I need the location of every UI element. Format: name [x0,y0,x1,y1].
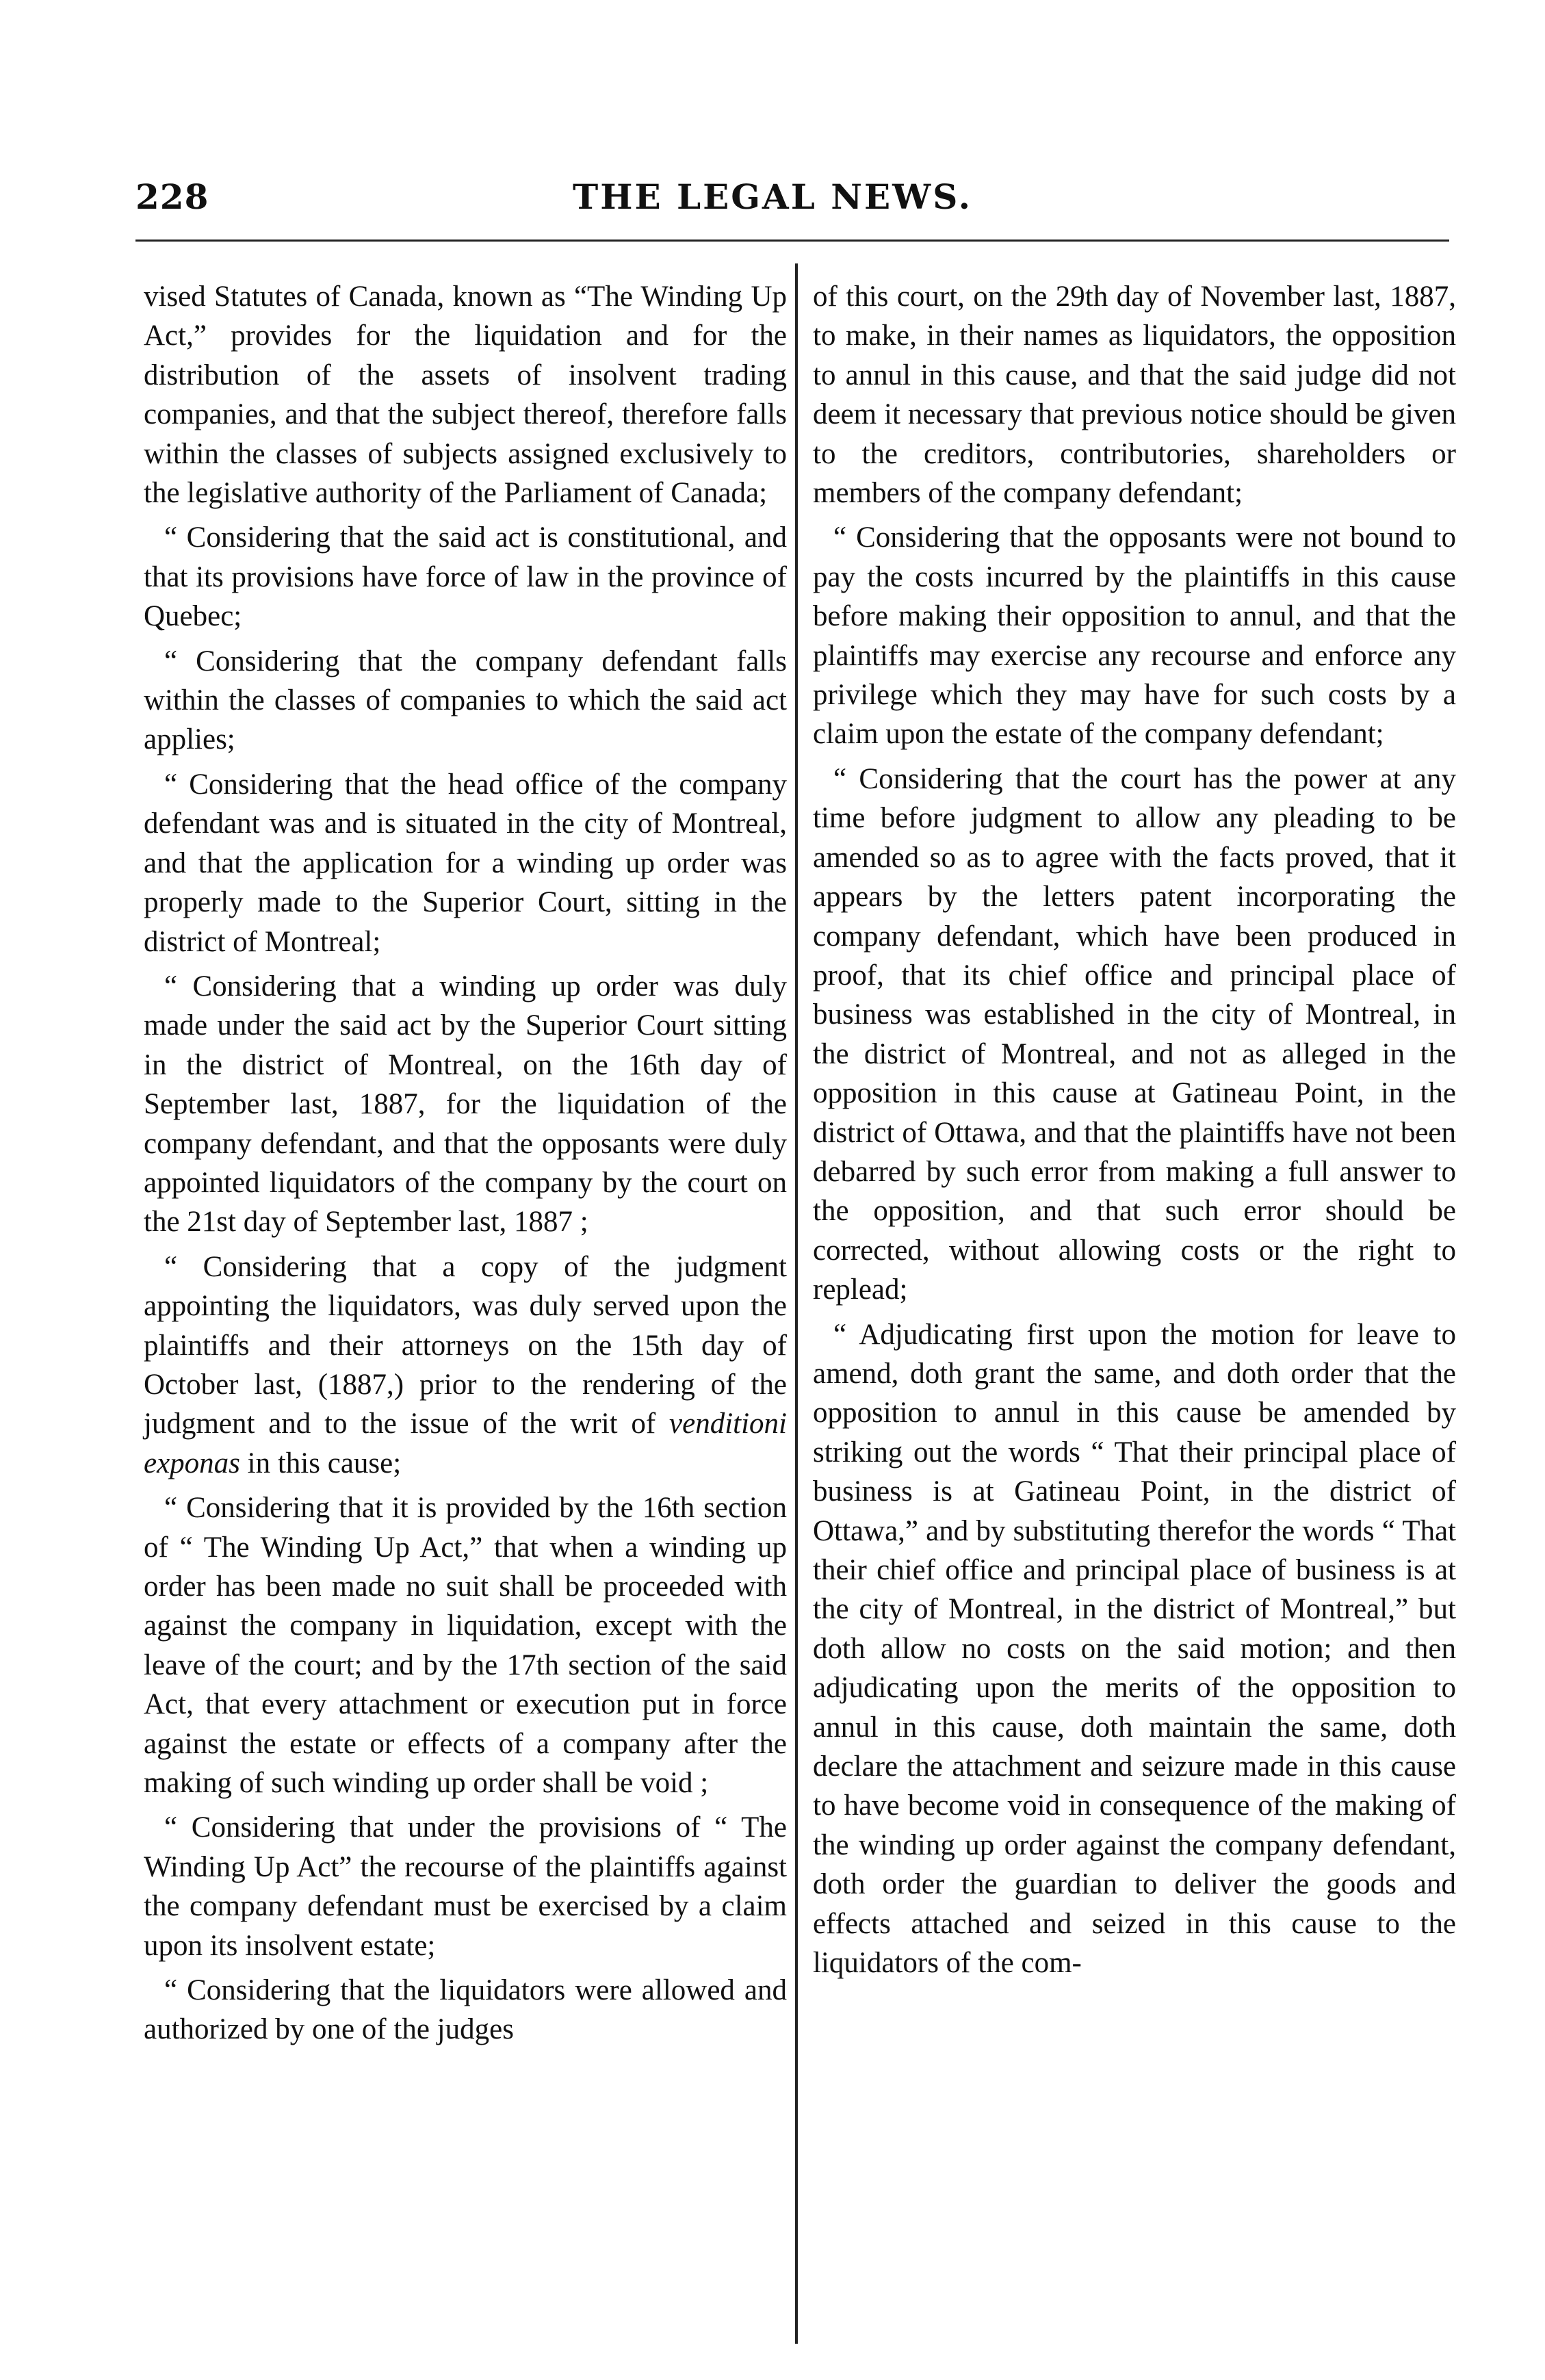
column-divider [795,263,798,2344]
paragraph: “ Considering that the said act is constitutional, and that its provisions have force of law in the province of Quebec; [144,521,787,633]
paragraph: “ Considering that the court has the power at any time before judgment to allow any pleading to be amended so as to agree with the facts proved, that it appears by the letters patent incorporating the company defendant, which have been produced in proof, that its chief office and principal place of business was established in the city of Montreal, in the district of Montreal, and not as alleged in the opposition in this cause at Gatineau Point, in the district of Ottawa, and that the plaintiffs have not been debarred by such error from making a full answer to the opposition, and that such error should be corrected, without allowing costs or the right to replead; [813,762,1456,1306]
writ-name: venditioni exponas [144,1408,787,1479]
paragraph: “ Considering that under the provisions of “ The Winding Up Act” the recourse of the plaintiffs against the company defendant must be exercised by a claim upon its insolvent estate; [144,1811,787,1962]
right-column [813,277,1456,1982]
left-column [144,277,787,2049]
paragraph: “ Considering that the opposants were not bound to pay the costs incurred by the plaintiffs in this cause before making their opposition to annul, and that the plaintiffs may exercise any recourse and enforce any privilege which they may have for such costs by a claim upon the estate of the company defendant; [813,521,1456,751]
paragraph: “ Considering that the head office of the company defendant was and is situated in the city of Montreal, and that the application for a winding up order was properly made to the Superior Court, sitting in the district of Montreal; [144,768,787,958]
running-head: THE LEGAL NEWS. [573,177,972,217]
paragraph: “ Adjudicating first upon the motion for leave to amend, doth grant the same, and doth order that the opposition to annul in this cause be amended by striking out the words “ That their principal place of business is at Gatineau Point, in the district of Ottawa,” and by substituting therefor the words “ That their chief office and principal place of business is at the city of Montreal, in the district of Montreal,” but doth allow no costs on the said motion; and then adjudicating upon the merits of the opposition to annul in this cause, doth maintain the same, doth declare the attachment and seizure made in this cause to have become void in consequence of the making of the winding up order against the company defendant, doth order the guardian to deliver the goods and effects attached and seized in this cause to the liquidators of the com- [813,1318,1456,1980]
paragraph: of this court, on the 29th day of November last, 1887, to make, in their names as liquidators, the opposition to annul in this cause, and that the said judge did not deem it necessary that previous notice should be given to the creditors, contributories, shareholders or members of the company defendant; [813,281,1456,510]
paragraph-text: “ Considering that a copy of the judgment appointing the liquidators, was duly served upon the plaintiffs and their attorneys on the 15th day of October last, (1887,) prior to the rendering of the judgment and to the issue of the writ of [144,1250,787,1440]
paragraph: “ Considering that a winding up order was duly made under the said act by the Superior Court sitting in the district of Montreal, on the 16th day of September last, 1887, for the liquidation of the company defendant, and that the opposants were duly appointed liquidators of the company by the court on the 21st day of September last, 1887 ; [144,970,787,1239]
header-rule [135,240,1449,242]
paragraph [144,1247,787,1483]
paragraph: vised Statutes of Canada, known as “The Winding Up Act,” provides for the liquidation and for the distribution of the assets of insolvent trading companies, and that the subject thereof, therefore falls within the classes of subjects assigned exclusively to the legislative authority of the Parliament of Canada; [144,281,787,510]
paragraph-tail: in this cause; [239,1447,402,1479]
paragraph: “ Considering that it is provided by the 16th section of “ The Winding Up Act,” that when a winding up order has been made no suit shall be proceeded with against the company in liquidation, except with the leave of the court; and by the 17th section of the said Act, that every attachment or execution put in force against the estate or effects of a company after the making of such winding up order shall be void ; [144,1492,787,1800]
page-number: 228 [135,177,209,217]
paragraph: “ Considering that the liquidators were allowed and authorized by one of the judges [144,1974,787,2046]
paragraph: “ Considering that the company defendant falls within the classes of companies to which the said act applies; [144,645,787,756]
